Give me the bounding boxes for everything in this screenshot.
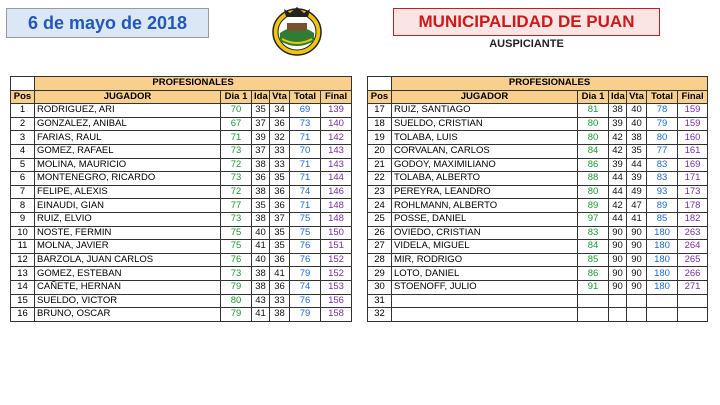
cell-total: 76 [290, 253, 321, 267]
cell-pos: 13 [11, 267, 35, 281]
cell-ida: 38 [609, 104, 627, 118]
table-row [368, 158, 708, 172]
column-header-ida: Ida [252, 90, 270, 104]
cell-pos: 10 [11, 226, 35, 240]
cell-total: 71 [290, 131, 321, 145]
cell-day1 [578, 294, 609, 308]
cell-day1: 80 [578, 185, 609, 199]
cell-day1: 81 [578, 104, 609, 118]
cell-player: NOSTE, FERMIN [35, 226, 221, 240]
cell-ida [609, 308, 627, 322]
cell-ida: 90 [609, 226, 627, 240]
cell-player [392, 294, 578, 308]
cell-total: 180 [647, 267, 678, 281]
cell-total: 85 [647, 212, 678, 226]
cell-vta: 49 [627, 185, 647, 199]
cell-final: 152 [321, 253, 352, 267]
table-row [11, 144, 352, 158]
cell-final: 159 [678, 117, 708, 131]
cell-total: 180 [647, 226, 678, 240]
cell-vta: 35 [270, 172, 290, 186]
cell-ida: 42 [609, 144, 627, 158]
cell-ida: 42 [609, 131, 627, 145]
cell-total: 74 [290, 280, 321, 294]
cell-vta: 36 [270, 253, 290, 267]
cell-ida: 42 [609, 199, 627, 213]
column-header-vta: Vta [627, 90, 647, 104]
cell-vta: 90 [627, 240, 647, 254]
cell-day1: 76 [221, 253, 252, 267]
cell-vta: 33 [270, 158, 290, 172]
table-row [11, 226, 352, 240]
cell-final: 171 [678, 172, 708, 186]
cell-vta: 41 [270, 267, 290, 281]
cell-ida: 41 [252, 308, 270, 322]
cell-player: BARZOLA, JUAN CARLOS [35, 253, 221, 267]
cell-total: 69 [290, 104, 321, 118]
cell-vta: 32 [270, 131, 290, 145]
cell-day1: 73 [221, 212, 252, 226]
cell-day1: 71 [221, 131, 252, 145]
cell-final: 153 [321, 280, 352, 294]
cell-final: 144 [321, 172, 352, 186]
cell-ida: 38 [252, 185, 270, 199]
cell-vta: 36 [270, 280, 290, 294]
leaderboard-table-1 [10, 76, 352, 322]
cell-day1: 84 [578, 144, 609, 158]
cell-player: GOMEZ, ESTEBAN [35, 267, 221, 281]
cell-pos: 1 [11, 104, 35, 118]
cell-pos: 14 [11, 280, 35, 294]
cell-final: 148 [321, 212, 352, 226]
cell-day1: 86 [578, 267, 609, 281]
cell-total [647, 294, 678, 308]
table-row [368, 212, 708, 226]
cell-vta: 33 [270, 144, 290, 158]
cell-pos: 11 [11, 240, 35, 254]
cell-player: RUIZ, ELVIO [35, 212, 221, 226]
cell-day1: 72 [221, 158, 252, 172]
cell-vta: 90 [627, 226, 647, 240]
cell-ida: 90 [609, 280, 627, 294]
table-row [368, 280, 708, 294]
cell-ida: 90 [609, 267, 627, 281]
cell-day1: 80 [578, 117, 609, 131]
cell-day1: 79 [221, 308, 252, 322]
cell-final [678, 308, 708, 322]
cell-ida: 44 [609, 172, 627, 186]
cell-final: 169 [678, 158, 708, 172]
cell-ida: 36 [252, 172, 270, 186]
cell-player: SUELDO, VICTOR [35, 294, 221, 308]
cell-total: 77 [647, 144, 678, 158]
cell-ida: 90 [609, 240, 627, 254]
cell-pos: 32 [368, 308, 392, 322]
table-row [368, 199, 708, 213]
cell-player: BRUNO, OSCAR [35, 308, 221, 322]
cell-vta [627, 308, 647, 322]
cell-vta: 40 [627, 104, 647, 118]
leaderboard-table-2 [367, 76, 708, 322]
cell-player: FELIPE, ALEXIS [35, 185, 221, 199]
table-row [368, 253, 708, 267]
cell-ida: 38 [252, 280, 270, 294]
table-row [11, 117, 352, 131]
table-row [368, 104, 708, 118]
cell-total: 79 [290, 267, 321, 281]
cell-total: 79 [647, 117, 678, 131]
table-row [11, 212, 352, 226]
cell-player: GONZALEZ, ANIBAL [35, 117, 221, 131]
cell-vta: 47 [627, 199, 647, 213]
cell-vta: 90 [627, 280, 647, 294]
cell-ida: 38 [252, 158, 270, 172]
cell-final: 266 [678, 267, 708, 281]
cell-total: 180 [647, 280, 678, 294]
cell-player: ROHLMANN, ALBERTO [392, 199, 578, 213]
cell-pos: 21 [368, 158, 392, 172]
cell-final: 158 [321, 308, 352, 322]
cell-player: TOLABA, ALBERTO [392, 172, 578, 186]
column-header-day1: Dia 1 [221, 90, 252, 104]
cell-pos: 19 [368, 131, 392, 145]
cell-pos: 30 [368, 280, 392, 294]
cell-ida: 37 [252, 117, 270, 131]
cell-final: 150 [321, 226, 352, 240]
cell-pos: 24 [368, 199, 392, 213]
cell-pos: 17 [368, 104, 392, 118]
cell-day1: 88 [578, 172, 609, 186]
cell-ida: 40 [252, 226, 270, 240]
cell-ida: 40 [252, 253, 270, 267]
cell-vta: 33 [270, 294, 290, 308]
table-row [11, 199, 352, 213]
cell-vta: 36 [270, 185, 290, 199]
cell-final: 142 [321, 131, 352, 145]
cell-ida: 39 [609, 158, 627, 172]
table-row [11, 240, 352, 254]
cell-final: 161 [678, 144, 708, 158]
cell-player: POSSE, DANIEL [392, 212, 578, 226]
cell-total: 75 [290, 226, 321, 240]
cell-ida: 39 [609, 117, 627, 131]
municipal-crest-logo [270, 3, 324, 57]
cell-pos: 4 [11, 144, 35, 158]
cell-player: OVIEDO, CRISTIAN [392, 226, 578, 240]
cell-day1: 73 [221, 172, 252, 186]
cell-pos: 20 [368, 144, 392, 158]
column-header-total: Total [290, 90, 321, 104]
cell-total: 79 [290, 308, 321, 322]
cell-final: 152 [321, 267, 352, 281]
cell-day1: 86 [578, 158, 609, 172]
cell-total: 71 [290, 172, 321, 186]
cell-vta: 41 [627, 212, 647, 226]
cell-final: 159 [678, 104, 708, 118]
cell-total: 93 [647, 185, 678, 199]
table-row [11, 294, 352, 308]
table-row [11, 267, 352, 281]
table-row [368, 172, 708, 186]
table-row [11, 158, 352, 172]
table-row [11, 131, 352, 145]
cell-ida: 44 [609, 212, 627, 226]
cell-total: 71 [290, 199, 321, 213]
table-row [11, 172, 352, 186]
table-title: PROFESIONALES [392, 77, 708, 91]
cell-player: PEREYRA, LEANDRO [392, 185, 578, 199]
sponsor-label: AUSPICIANTE [489, 38, 564, 50]
cell-day1: 79 [221, 280, 252, 294]
table-row [368, 144, 708, 158]
table-title-row [368, 77, 708, 91]
cell-ida: 38 [252, 267, 270, 281]
cell-ida: 37 [252, 144, 270, 158]
cell-player: MOLNA, JAVIER [35, 240, 221, 254]
cell-player: MOLINA, MAURICIO [35, 158, 221, 172]
cell-final: 146 [321, 185, 352, 199]
cell-total: 76 [290, 294, 321, 308]
cell-total: 78 [647, 104, 678, 118]
cell-vta: 37 [270, 212, 290, 226]
cell-final: 140 [321, 117, 352, 131]
cell-ida: 41 [252, 240, 270, 254]
cell-ida: 90 [609, 253, 627, 267]
cell-pos: 7 [11, 185, 35, 199]
cell-ida: 44 [609, 185, 627, 199]
cell-final: 156 [321, 294, 352, 308]
cell-pos: 3 [11, 131, 35, 145]
cell-player: CORVALAN, CARLOS [392, 144, 578, 158]
cell-final: 264 [678, 240, 708, 254]
cell-final: 143 [321, 158, 352, 172]
cell-pos: 9 [11, 212, 35, 226]
cell-final [678, 294, 708, 308]
cell-day1: 83 [578, 226, 609, 240]
cell-final: 173 [678, 185, 708, 199]
cell-day1: 73 [221, 267, 252, 281]
cell-pos: 23 [368, 185, 392, 199]
cell-day1: 77 [221, 199, 252, 213]
cell-player: SUELDO, CRISTIAN [392, 117, 578, 131]
cell-ida: 43 [252, 294, 270, 308]
table-row [368, 308, 708, 322]
cell-final: 151 [321, 240, 352, 254]
column-header-player: JUGADOR [35, 90, 221, 104]
column-header-player: JUGADOR [392, 90, 578, 104]
table-row [11, 253, 352, 267]
municipality-banner [393, 8, 660, 36]
cell-day1: 70 [221, 104, 252, 118]
cell-total: 75 [290, 212, 321, 226]
table-row [368, 131, 708, 145]
cell-player: LOTO, DANIEL [392, 267, 578, 281]
cell-total: 89 [647, 199, 678, 213]
cell-day1: 80 [578, 131, 609, 145]
cell-day1: 84 [578, 240, 609, 254]
cell-final: 178 [678, 199, 708, 213]
column-header-pos: Pos [11, 90, 35, 104]
cell-vta: 35 [270, 226, 290, 240]
cell-day1: 75 [221, 240, 252, 254]
table-row [11, 280, 352, 294]
cell-pos: 15 [11, 294, 35, 308]
column-header-row [368, 90, 708, 104]
cell-final: 148 [321, 199, 352, 213]
table-row [11, 308, 352, 322]
column-header-final: Final [678, 90, 708, 104]
column-header-ida: Ida [609, 90, 627, 104]
title-spacer [11, 77, 35, 91]
table-title: PROFESIONALES [35, 77, 352, 91]
cell-pos: 28 [368, 253, 392, 267]
cell-player: STOENOFF, JULIO [392, 280, 578, 294]
cell-day1: 72 [221, 185, 252, 199]
cell-final: 160 [678, 131, 708, 145]
cell-vta: 35 [627, 144, 647, 158]
cell-total: 180 [647, 240, 678, 254]
table-row [368, 117, 708, 131]
cell-vta: 39 [627, 172, 647, 186]
cell-ida: 39 [252, 131, 270, 145]
cell-day1 [578, 308, 609, 322]
cell-player: GODOY, MAXIMILIANO [392, 158, 578, 172]
cell-final: 182 [678, 212, 708, 226]
cell-player: RODRIGUEZ, ARI [35, 104, 221, 118]
cell-pos: 22 [368, 172, 392, 186]
cell-day1: 75 [221, 226, 252, 240]
cell-vta: 90 [627, 253, 647, 267]
cell-pos: 26 [368, 226, 392, 240]
cell-pos: 18 [368, 117, 392, 131]
table-row [368, 267, 708, 281]
table-row [368, 226, 708, 240]
cell-day1: 97 [578, 212, 609, 226]
date-text: 6 de mayo de 2018 [27, 12, 188, 33]
cell-day1: 89 [578, 199, 609, 213]
cell-total: 83 [647, 158, 678, 172]
cell-vta: 40 [627, 117, 647, 131]
table-title-row [11, 77, 352, 91]
cell-day1: 80 [221, 294, 252, 308]
cell-ida: 35 [252, 104, 270, 118]
cell-vta: 44 [627, 158, 647, 172]
cell-pos: 8 [11, 199, 35, 213]
date-banner [6, 8, 209, 38]
cell-day1: 91 [578, 280, 609, 294]
cell-pos: 27 [368, 240, 392, 254]
column-header-row [11, 90, 352, 104]
cell-total: 70 [290, 144, 321, 158]
table-row [11, 185, 352, 199]
cell-vta [627, 294, 647, 308]
cell-ida: 35 [252, 199, 270, 213]
column-header-total: Total [647, 90, 678, 104]
cell-final: 263 [678, 226, 708, 240]
cell-pos: 31 [368, 294, 392, 308]
cell-vta: 34 [270, 104, 290, 118]
cell-total: 180 [647, 253, 678, 267]
cell-final: 271 [678, 280, 708, 294]
cell-player: VIDELA, MIGUEL [392, 240, 578, 254]
cell-pos: 29 [368, 267, 392, 281]
column-header-pos: Pos [368, 90, 392, 104]
cell-day1: 73 [221, 144, 252, 158]
cell-total: 83 [647, 172, 678, 186]
cell-player: MONTENEGRO, RICARDO [35, 172, 221, 186]
cell-player: MIR, RODRIGO [392, 253, 578, 267]
table-row [368, 240, 708, 254]
cell-pos: 25 [368, 212, 392, 226]
table-row [11, 104, 352, 118]
cell-pos: 5 [11, 158, 35, 172]
cell-total: 76 [290, 240, 321, 254]
cell-player: FARIAS, RAUL [35, 131, 221, 145]
cell-day1: 67 [221, 117, 252, 131]
cell-final: 139 [321, 104, 352, 118]
cell-player: EINAUDI, GIAN [35, 199, 221, 213]
cell-player [392, 308, 578, 322]
cell-day1: 85 [578, 253, 609, 267]
table-row [368, 294, 708, 308]
cell-vta: 38 [627, 131, 647, 145]
cell-total: 73 [290, 117, 321, 131]
cell-player: CAÑETE, HERNAN [35, 280, 221, 294]
cell-vta: 36 [270, 199, 290, 213]
municipality-name: MUNICIPALIDAD DE PUAN [418, 12, 635, 31]
cell-player: TOLABA, LUIS [392, 131, 578, 145]
cell-final: 143 [321, 144, 352, 158]
cell-pos: 2 [11, 117, 35, 131]
cell-vta: 38 [270, 308, 290, 322]
cell-vta: 35 [270, 240, 290, 254]
cell-ida: 38 [252, 212, 270, 226]
cell-vta: 36 [270, 117, 290, 131]
column-header-final: Final [321, 90, 352, 104]
cell-final: 265 [678, 253, 708, 267]
cell-pos: 12 [11, 253, 35, 267]
cell-ida [609, 294, 627, 308]
cell-total: 71 [290, 158, 321, 172]
cell-total: 74 [290, 185, 321, 199]
column-header-vta: Vta [270, 90, 290, 104]
cell-pos: 6 [11, 172, 35, 186]
cell-pos: 16 [11, 308, 35, 322]
column-header-day1: Dia 1 [578, 90, 609, 104]
cell-total: 80 [647, 131, 678, 145]
cell-player: GOMEZ, RAFAEL [35, 144, 221, 158]
title-spacer [368, 77, 392, 91]
cell-total [647, 308, 678, 322]
cell-vta: 90 [627, 267, 647, 281]
table-row [368, 185, 708, 199]
cell-player: RUIZ, SANTIAGO [392, 104, 578, 118]
